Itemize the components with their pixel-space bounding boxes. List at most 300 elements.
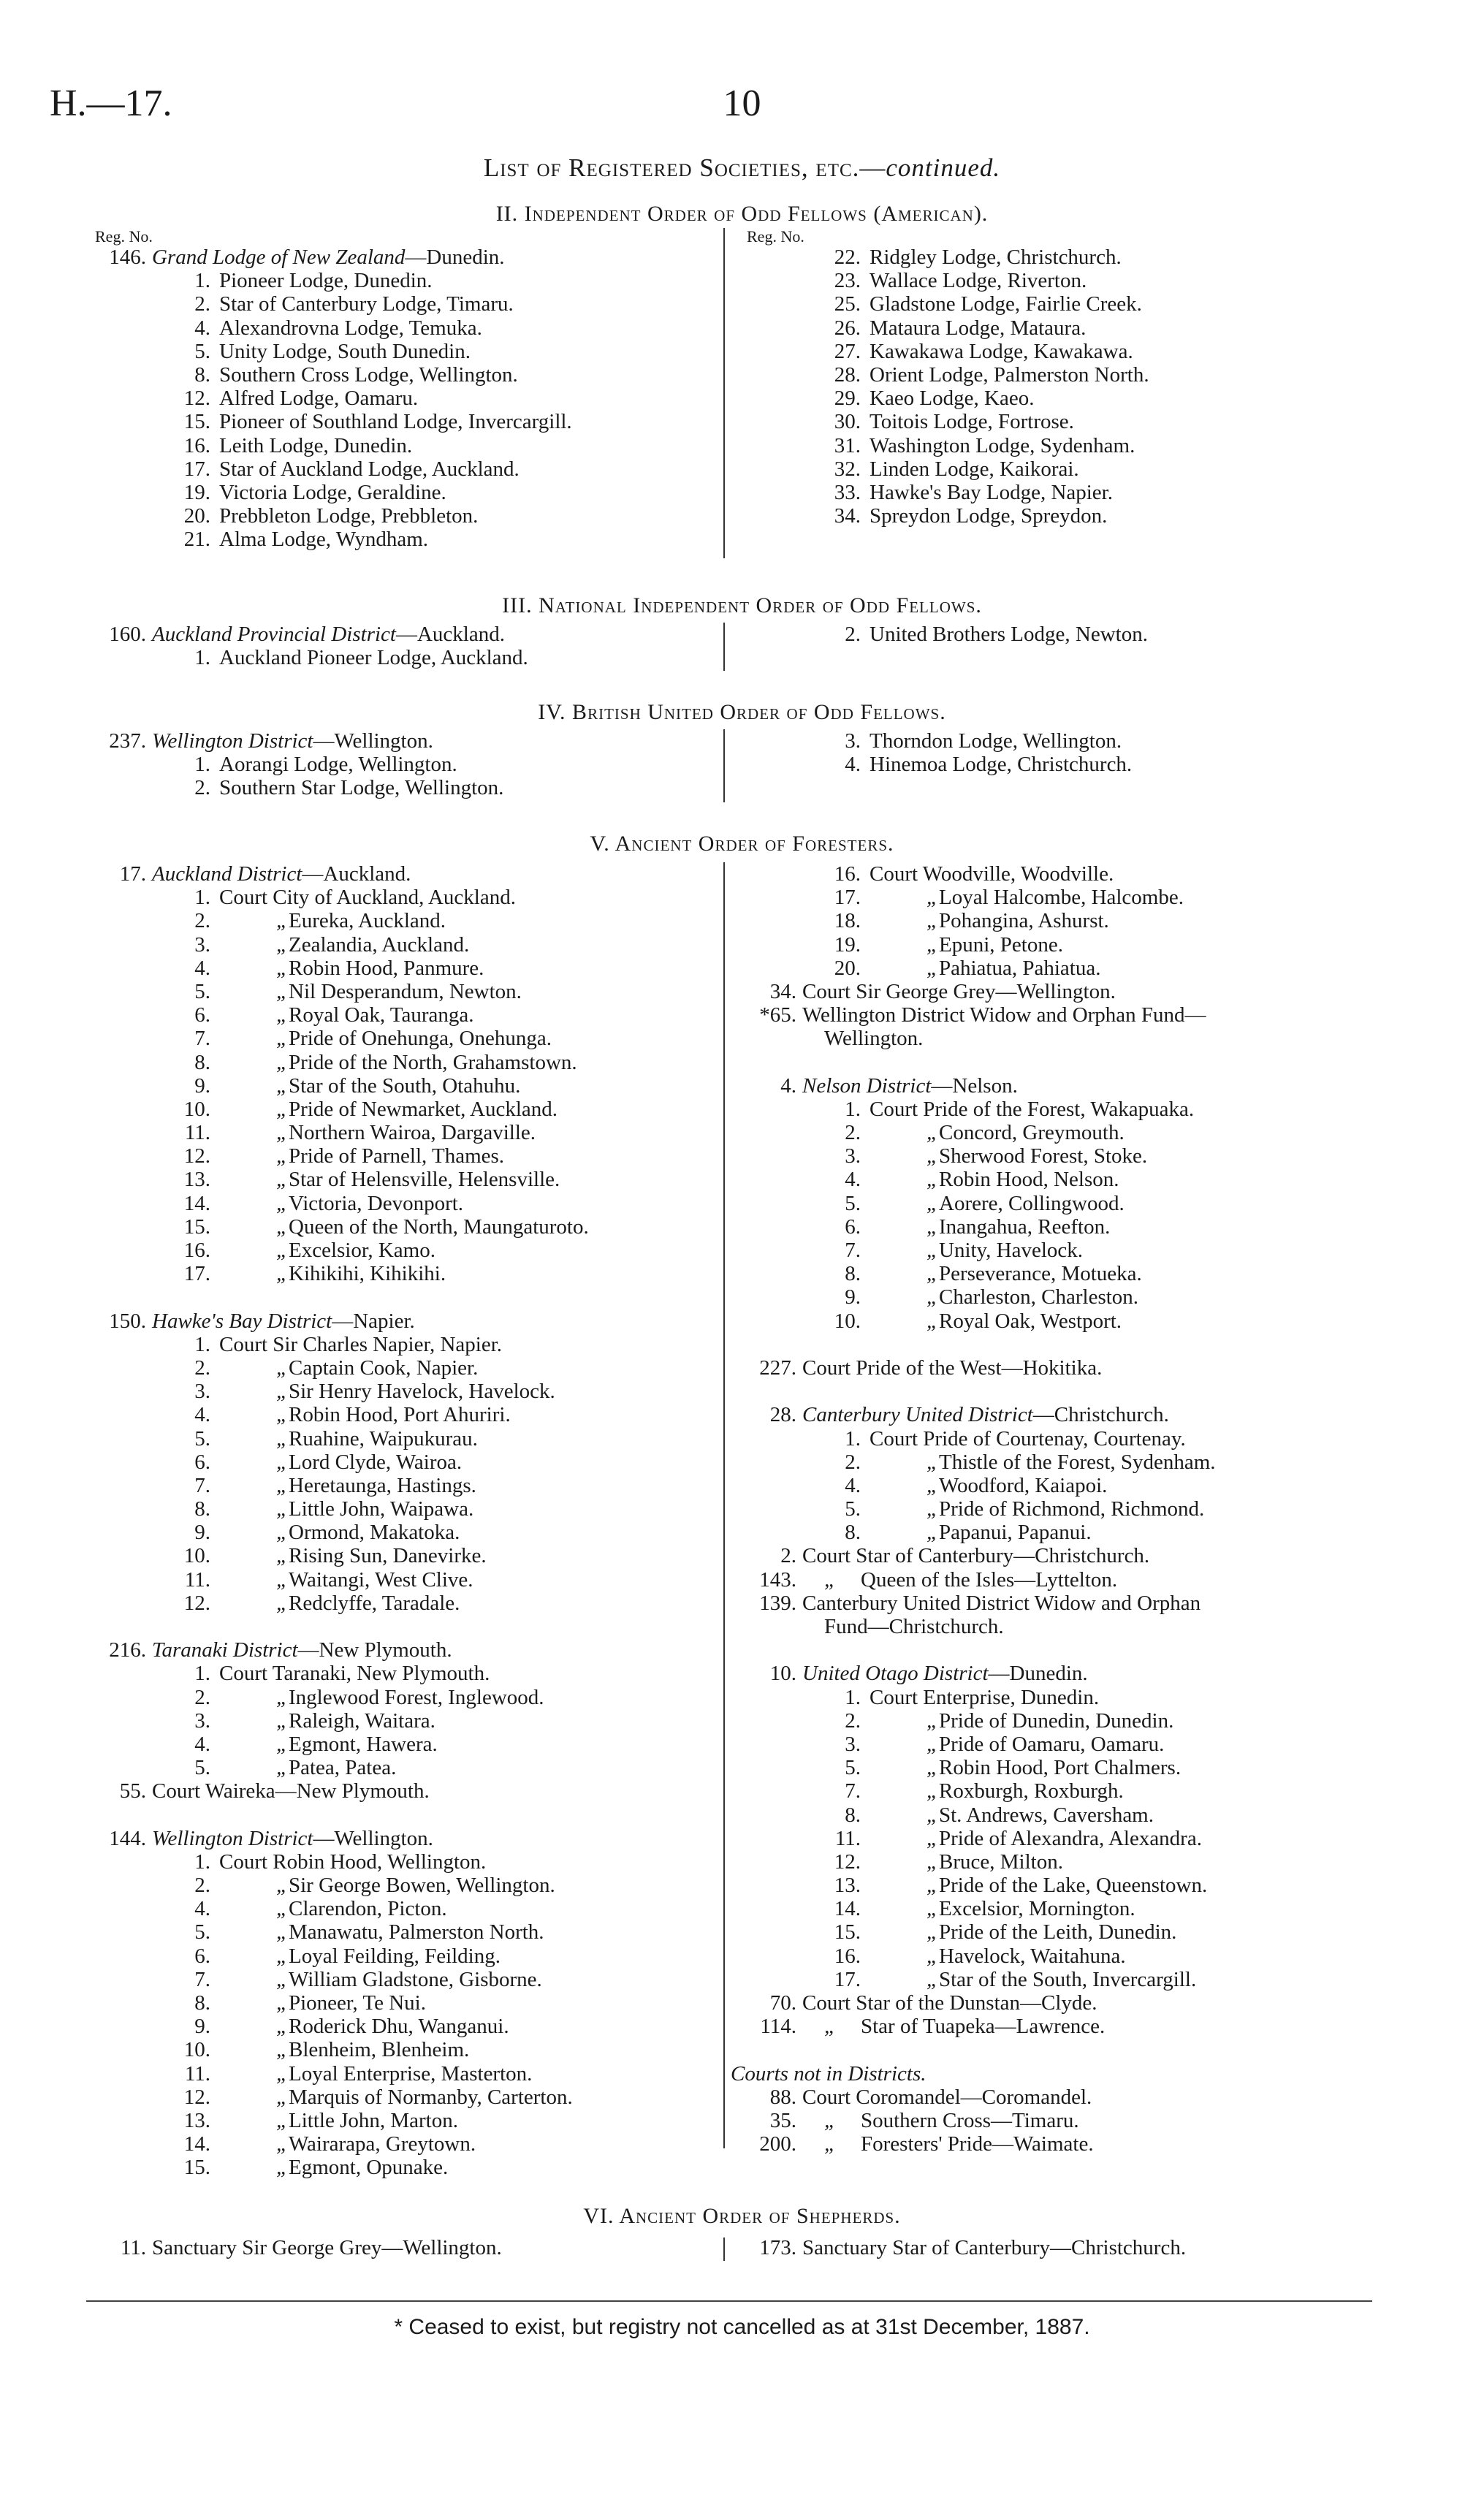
list-item <box>80 2086 723 2109</box>
district-name: Wellington District <box>152 729 313 753</box>
entry-text: Hinemoa Lodge, Christchurch. <box>870 753 1133 777</box>
list-item <box>731 2109 1388 2132</box>
reg-number: 5. <box>845 1756 861 1780</box>
entry-text: Foresters' Pride—Waimate. <box>861 2132 1094 2156</box>
list-item <box>731 886 1388 909</box>
section-vi-right-list <box>731 2236 1388 2259</box>
reg-number: 15. <box>183 2156 210 2180</box>
ditto-mark: „ <box>926 886 939 910</box>
ditto-mark: „ <box>276 1874 289 1898</box>
list-item <box>80 1051 723 1074</box>
entry-text: Pride of Onehunga, Onehunga. <box>289 1027 552 1051</box>
reg-number: 11. <box>184 1567 210 1592</box>
list-item <box>80 776 723 799</box>
list-item <box>80 1168 723 1191</box>
section-heading-iii: III. National Independent Order of Odd Fellows. <box>502 593 982 617</box>
list-item <box>731 1144 1388 1168</box>
entry-text: Gladstone Lodge, Fairlie Creek. <box>870 292 1142 316</box>
list-item <box>80 340 723 363</box>
entry-text: Waitangi, West Clive. <box>289 1567 473 1592</box>
ditto-mark: „ <box>926 1521 939 1545</box>
ditto-mark: „ <box>926 932 939 957</box>
list-item <box>731 1427 1388 1451</box>
list-item <box>80 528 723 551</box>
ditto-mark: „ <box>276 932 289 957</box>
list-item <box>80 1427 723 1451</box>
entry-text: Pride of the North, Grahamstown. <box>289 1050 577 1074</box>
list-item <box>731 1497 1388 1521</box>
reg-number: 31. <box>834 433 861 457</box>
entry-text: Clarendon, Picton. <box>289 1897 447 1921</box>
list-item <box>80 2236 723 2259</box>
entry-text: Pride of Alexandra, Alexandra. <box>939 1826 1202 1850</box>
list-item <box>80 1192 723 1215</box>
reg-number: 173. <box>759 2236 796 2259</box>
entry-text: Nelson District—Nelson. <box>802 1073 1018 1098</box>
ditto-mark: „ <box>276 1121 289 1145</box>
reg-number: 1. <box>194 269 210 293</box>
list-item-continuation <box>731 1615 1388 1638</box>
list-item <box>731 1897 1388 1920</box>
reg-number: 10. <box>183 1097 210 1121</box>
entry-text: Robin Hood, Panmure. <box>289 956 484 980</box>
ditto-mark: „ <box>824 2108 837 2132</box>
entry-text: Star of Canterbury Lodge, Timaru. <box>219 292 514 316</box>
list-item <box>80 2109 723 2132</box>
reg-number: 33. <box>834 480 861 504</box>
entry-text: Star of Tuapeka—Lawrence. <box>861 2015 1106 2039</box>
list-item <box>731 980 1388 1003</box>
list-item <box>731 1568 1388 1592</box>
list-item <box>80 1568 723 1592</box>
entry-text: Toitois Lodge, Fortrose. <box>870 410 1074 434</box>
entry-text: Redclyffe, Taradale. <box>289 1591 460 1615</box>
list-item <box>731 1756 1388 1779</box>
ditto-mark: „ <box>926 1732 939 1756</box>
reg-number: 15. <box>834 1920 861 1944</box>
list-item <box>80 623 723 646</box>
ditto-mark: „ <box>276 1356 289 1380</box>
reg-number: 143. <box>759 1567 796 1592</box>
list-item <box>80 980 723 1003</box>
list-item <box>731 1544 1388 1567</box>
spacer <box>80 1615 723 1638</box>
list-item <box>80 1850 723 1874</box>
ditto-mark: „ <box>276 1497 289 1521</box>
column-divider <box>723 228 725 558</box>
reg-number: 1. <box>194 753 210 777</box>
list-item <box>731 457 1388 481</box>
list-item <box>80 957 723 980</box>
reg-number: 9. <box>194 1073 210 1098</box>
ditto-mark: „ <box>276 1050 289 1074</box>
ditto-mark: „ <box>926 1121 939 1145</box>
reg-number: 22. <box>834 246 861 269</box>
ditto-mark: „ <box>276 1168 289 1192</box>
ditto-mark: „ <box>926 1168 939 1192</box>
ditto-mark: „ <box>824 2015 837 2039</box>
list-item <box>80 1779 723 1803</box>
reg-number: 5. <box>194 1426 210 1451</box>
entry-text: Ormond, Makatoka. <box>289 1521 460 1545</box>
entry-text: Patea, Patea. <box>289 1756 397 1780</box>
entry-text: United Otago District—Dunedin. <box>802 1662 1088 1686</box>
reg-number: 12. <box>183 1591 210 1615</box>
entry-text: Leith Lodge, Dunedin. <box>219 433 413 457</box>
list-item <box>731 1121 1388 1144</box>
entry-text: Inglewood Forest, Inglewood. <box>289 1685 544 1709</box>
reg-number: 8. <box>194 362 210 387</box>
reg-number: 17. <box>183 1262 210 1286</box>
reg-number: 29. <box>834 387 861 411</box>
entry-text: Northern Wairoa, Dargaville. <box>289 1121 536 1145</box>
reg-number: 34. <box>769 979 796 1003</box>
ditto-mark: „ <box>276 2038 289 2062</box>
reg-number: 144. <box>109 1826 146 1850</box>
courts-not-in-districts-label <box>731 2062 1388 2086</box>
reg-number: 1. <box>194 1849 210 1874</box>
list-item <box>731 1262 1388 1285</box>
ditto-mark: „ <box>926 1967 939 1991</box>
list-item <box>731 1003 1388 1027</box>
list-item <box>80 1497 723 1521</box>
list-item <box>80 1638 723 1662</box>
entry-text: Loyal Enterprise, Masterton. <box>289 2061 533 2086</box>
district-name: Wellington District <box>152 1826 313 1850</box>
reg-number: 5. <box>194 339 210 363</box>
list-item <box>80 886 723 909</box>
section-iv-right-list <box>731 729 1388 776</box>
column-divider <box>723 729 725 802</box>
list-item <box>731 1920 1388 1944</box>
entry-text: Unity Lodge, South Dunedin. <box>219 339 471 363</box>
reg-number: 16. <box>183 1239 210 1262</box>
reg-number: 25. <box>834 292 861 316</box>
ditto-mark: „ <box>926 1450 939 1474</box>
reg-number: 4. <box>194 1897 210 1921</box>
reg-number: 2. <box>194 1356 210 1380</box>
reg-number: 5. <box>194 1920 210 1944</box>
entry-text: Court Pride of the West—Hokitika. <box>802 1356 1103 1380</box>
reg-no-label-right: Reg. No. <box>747 227 804 246</box>
list-item <box>731 410 1388 433</box>
reg-number: 4. <box>780 1073 796 1098</box>
section-v-left-list <box>80 862 723 2180</box>
entry-text: Ridgley Lodge, Christchurch. <box>870 246 1122 269</box>
entry-text: Victoria Lodge, Geraldine. <box>219 480 446 504</box>
list-item <box>731 2132 1388 2156</box>
list-item <box>80 292 723 316</box>
ditto-mark: „ <box>276 1450 289 1474</box>
ditto-mark: „ <box>276 1732 289 1756</box>
reg-number: 3. <box>194 1380 210 1404</box>
reg-number: 88. <box>769 2085 796 2109</box>
ditto-mark: „ <box>276 909 289 933</box>
entry-text: Pohangina, Ashurst. <box>939 909 1109 933</box>
entry-text: William Gladstone, Gisborne. <box>289 1967 542 1991</box>
reg-number: 13. <box>183 1168 210 1192</box>
reg-number: 4. <box>194 1732 210 1756</box>
entry-text: Little John, Marton. <box>289 2108 458 2132</box>
spacer <box>80 1803 723 1827</box>
list-item <box>80 1544 723 1567</box>
reg-number: 14. <box>183 1191 210 1215</box>
list-item <box>731 2236 1388 2259</box>
reg-number: 146. <box>109 246 146 269</box>
list-item <box>80 1333 723 1356</box>
reg-number: 21. <box>183 528 210 552</box>
ditto-mark: „ <box>276 1567 289 1592</box>
entry-text: Kihikihi, Kihikihi. <box>289 1262 446 1286</box>
ditto-mark: „ <box>926 1309 939 1333</box>
reg-number: 2. <box>194 776 210 800</box>
entry-text: Canterbury United District Widow and Orphan <box>802 1591 1201 1615</box>
entry-text: Wellington. <box>824 1027 924 1051</box>
list-item <box>80 1874 723 1897</box>
reg-number: 4. <box>194 1403 210 1427</box>
entry-text: Ruahine, Waipukurau. <box>289 1426 478 1451</box>
ditto-mark: „ <box>276 1144 289 1168</box>
list-item <box>80 481 723 504</box>
reg-number: 8. <box>194 1991 210 2015</box>
entry-text: Taranaki District—New Plymouth. <box>152 1638 452 1662</box>
ditto-mark: „ <box>276 1426 289 1451</box>
list-item <box>731 1662 1388 1685</box>
reg-number: 23. <box>834 269 861 293</box>
list-item <box>80 1144 723 1168</box>
reg-number: *65. <box>759 1003 796 1027</box>
list-item <box>80 1944 723 1968</box>
ditto-mark: „ <box>276 2085 289 2109</box>
reg-number: 11. <box>120 2236 146 2259</box>
list-item <box>80 1920 723 1944</box>
entry-text: Epuni, Petone. <box>939 932 1063 957</box>
ditto-mark: „ <box>926 1473 939 1497</box>
list-item <box>80 933 723 957</box>
entry-text: Pioneer Lodge, Dunedin. <box>219 269 433 293</box>
entry-text: Sir Henry Havelock, Havelock. <box>289 1380 555 1404</box>
reg-number: 160. <box>109 623 146 646</box>
ditto-mark: „ <box>276 1214 289 1239</box>
list-item <box>80 1686 723 1709</box>
reg-number: 5. <box>194 1756 210 1780</box>
list-item <box>731 1474 1388 1497</box>
list-item <box>731 1356 1388 1380</box>
spacer <box>731 2038 1388 2061</box>
list-item <box>80 1003 723 1027</box>
list-item <box>80 1380 723 1403</box>
list-item <box>80 434 723 457</box>
footnote: * Ceased to exist, but registry not cancelled as at 31st December, 1887. <box>394 2315 1090 2339</box>
reg-number: 4. <box>845 753 861 777</box>
entry-text: Royal Oak, Westport. <box>939 1309 1122 1333</box>
list-item <box>731 1686 1388 1709</box>
entry-text: Unity, Havelock. <box>939 1239 1084 1262</box>
section-ii-left-list <box>80 246 723 551</box>
list-item <box>80 269 723 292</box>
ditto-mark: „ <box>926 1191 939 1215</box>
list-item <box>80 1215 723 1239</box>
reg-number: 16. <box>834 862 861 886</box>
reg-number: 28. <box>834 362 861 387</box>
ditto-mark: „ <box>276 1991 289 2015</box>
reg-number: 3. <box>845 1732 861 1756</box>
entry-text: Sir George Bowen, Wellington. <box>289 1874 555 1898</box>
entry-text: Robin Hood, Port Ahuriri. <box>289 1403 511 1427</box>
reg-number: 32. <box>834 457 861 481</box>
list-item <box>731 340 1388 363</box>
section-ii-right-list <box>731 246 1388 528</box>
list-item <box>80 729 723 753</box>
reg-number: 7. <box>194 1967 210 1991</box>
reg-number: 2. <box>845 1708 861 1733</box>
reg-number: 5. <box>845 1497 861 1521</box>
reg-number: 1. <box>194 646 210 670</box>
entry-text: Pioneer, Te Nui. <box>289 1991 426 2015</box>
reg-number: 17. <box>119 862 146 886</box>
ditto-mark: „ <box>926 1756 939 1780</box>
entry-text: Court Woodville, Woodville. <box>870 862 1114 886</box>
entry-text: Sherwood Forest, Stoke. <box>939 1144 1148 1168</box>
list-item <box>731 753 1388 776</box>
ditto-mark: „ <box>926 1874 939 1898</box>
list-item <box>80 1592 723 1615</box>
reg-number: 13. <box>834 1874 861 1898</box>
section-heading-ii: II. Independent Order of Odd Fellows (American). <box>495 202 989 226</box>
list-item <box>731 1074 1388 1098</box>
reg-number: 14. <box>183 2132 210 2156</box>
entry-text: Queen of the Isles—Lyttelton. <box>861 1567 1118 1592</box>
list-item <box>80 1733 723 1756</box>
list-item <box>80 1239 723 1262</box>
entry-text: Pride of Parnell, Thames. <box>289 1144 505 1168</box>
title-main: List of Registered Societies, etc.— <box>483 153 886 182</box>
entry-text: Concord, Greymouth. <box>939 1121 1125 1145</box>
list-item <box>80 1827 723 1850</box>
list-item <box>731 1874 1388 1897</box>
list-item <box>731 1215 1388 1239</box>
entry-text: Canterbury United District—Christchurch. <box>802 1403 1169 1427</box>
reg-number: 12. <box>183 1144 210 1168</box>
entry-text: Kaeo Lodge, Kaeo. <box>870 387 1035 411</box>
reg-number: 2. <box>845 1121 861 1145</box>
list-item <box>731 2086 1388 2109</box>
ditto-mark: „ <box>926 1262 939 1286</box>
reg-number: 16. <box>183 433 210 457</box>
spacer <box>80 1285 723 1309</box>
list-item <box>80 316 723 340</box>
reg-number: 6. <box>845 1214 861 1239</box>
entry-text: Southern Cross—Timaru. <box>861 2108 1079 2132</box>
ditto-mark: „ <box>276 2061 289 2086</box>
entry-text: Manawatu, Palmerston North. <box>289 1920 544 1944</box>
list-item <box>731 862 1388 886</box>
entry-text: Alexandrovna Lodge, Temuka. <box>219 316 482 340</box>
list-item <box>731 316 1388 340</box>
entry-text: Wellington District—Wellington. <box>152 1826 433 1850</box>
reg-number: 1. <box>194 886 210 910</box>
reg-number: 4. <box>194 956 210 980</box>
entry-text: Fund—Christchurch. <box>824 1615 1004 1638</box>
reg-number: 227. <box>759 1356 796 1380</box>
entry-text: Court Enterprise, Dunedin. <box>870 1685 1100 1709</box>
reg-number: 5. <box>845 1191 861 1215</box>
reg-number: 70. <box>769 1991 796 2015</box>
entry-text: Aorere, Collingwood. <box>939 1191 1125 1215</box>
spacer <box>731 1051 1388 1074</box>
entry-text: Sanctuary Sir George Grey—Wellington. <box>152 2236 502 2259</box>
entry-text: Court Waireka—New Plymouth. <box>152 1779 430 1803</box>
ditto-mark: „ <box>276 1591 289 1615</box>
entry-text: Prebbleton Lodge, Prebbleton. <box>219 504 479 528</box>
entry-text: Rising Sun, Danevirke. <box>289 1544 487 1568</box>
entry-text: Court Robin Hood, Wellington. <box>219 1849 487 1874</box>
entry-text: Little John, Waipawa. <box>289 1497 474 1521</box>
entry-text: Court City of Auckland, Auckland. <box>219 886 516 910</box>
list-item <box>731 246 1388 269</box>
list-item <box>731 434 1388 457</box>
entry-text: Pride of the Lake, Queenstown. <box>939 1874 1208 1898</box>
reg-number: 2. <box>194 1685 210 1709</box>
entry-text: Court Pride of the Forest, Wakapuaka. <box>870 1097 1195 1121</box>
entry-text: Wellington District—Wellington. <box>152 729 433 753</box>
entry-text: Inangahua, Reefton. <box>939 1214 1111 1239</box>
ditto-mark: „ <box>276 1897 289 1921</box>
reg-number: 8. <box>194 1497 210 1521</box>
page-number: 10 <box>723 83 761 124</box>
reg-number: 12. <box>834 1849 861 1874</box>
list-item <box>80 753 723 776</box>
list-item <box>731 1192 1388 1215</box>
ditto-mark: „ <box>276 1708 289 1733</box>
entry-text: Pride of Newmarket, Auckland. <box>289 1097 558 1121</box>
entry-text: Papanui, Papanui. <box>939 1521 1092 1545</box>
ditto-mark: „ <box>926 956 939 980</box>
entry-text: Court Taranaki, New Plymouth. <box>219 1662 490 1686</box>
reg-number: 15. <box>183 1214 210 1239</box>
entry-text: Kawakawa Lodge, Kawakawa. <box>870 339 1133 363</box>
list-item <box>731 909 1388 932</box>
entry-text: Star of the South, Invercargill. <box>939 1967 1197 1991</box>
entry-text: Excelsior, Mornington. <box>939 1897 1135 1921</box>
title-continued: continued. <box>886 153 1001 182</box>
list-item <box>80 504 723 528</box>
reg-number: 55. <box>119 1779 146 1803</box>
reg-number: 20. <box>834 956 861 980</box>
entry-text: Zealandia, Auckland. <box>289 932 470 957</box>
list-item <box>731 1850 1388 1874</box>
entry-text: Victoria, Devonport. <box>289 1191 464 1215</box>
list-item <box>731 1451 1388 1474</box>
entry-text: Court Star of the Dunstan—Clyde. <box>802 1991 1097 2015</box>
entry-text: Wairarapa, Greytown. <box>289 2132 476 2156</box>
reg-number: 4. <box>194 316 210 340</box>
reg-number: 9. <box>194 1521 210 1545</box>
reg-number: 9. <box>194 2015 210 2039</box>
entry-text: Wellington District Widow and Orphan Fund— <box>802 1003 1206 1027</box>
reg-number: 6. <box>194 1944 210 1968</box>
ditto-mark: „ <box>276 2015 289 2039</box>
reg-number: 10. <box>769 1662 796 1686</box>
reg-number: 12. <box>183 2085 210 2109</box>
entry-text: Washington Lodge, Sydenham. <box>870 433 1135 457</box>
spacer <box>731 1638 1388 1662</box>
entry-text: Roderick Dhu, Wanganui. <box>289 2015 509 2039</box>
entry-text: Excelsior, Kamo. <box>289 1239 435 1262</box>
list-item <box>731 1592 1388 1615</box>
entry-text: United Brothers Lodge, Newton. <box>870 623 1148 646</box>
entry-text: Woodford, Kaiapoi. <box>939 1473 1108 1497</box>
